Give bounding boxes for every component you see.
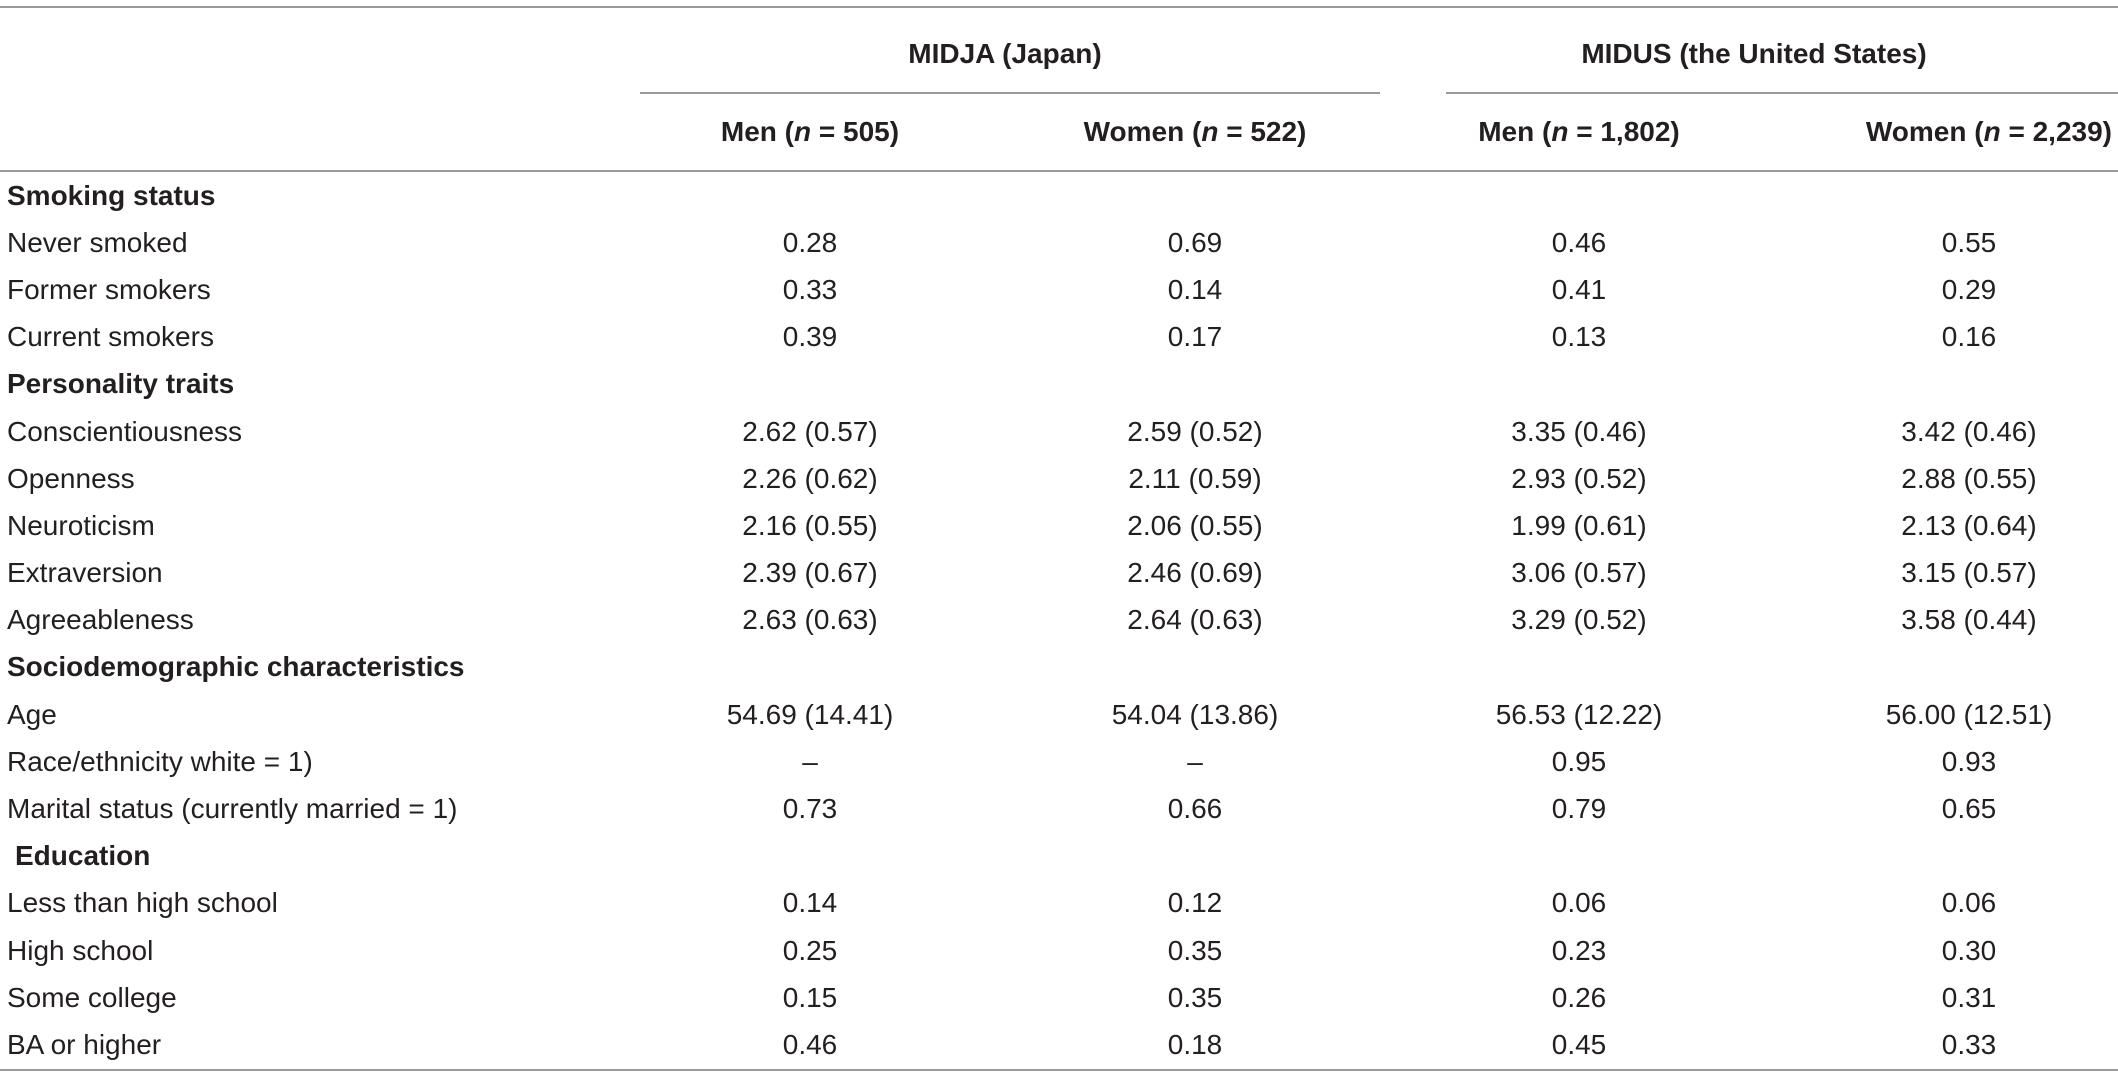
table-row [0, 880, 2118, 927]
table-row [0, 691, 2118, 738]
value-cell: 0.79 [1551, 793, 1607, 825]
value-cell: 3.58 (0.44) [1901, 604, 2037, 636]
value-cell [1768, 172, 2118, 219]
value-cell: 2.88 (0.55) [1901, 462, 2037, 494]
value-cell: 3.35 (0.46) [1511, 415, 1647, 447]
value-cell [620, 833, 1000, 880]
value-cell: 0.41 [1551, 273, 1607, 305]
table-row [0, 408, 2118, 455]
table-body [0, 172, 2118, 1070]
row-label: Openness [7, 462, 135, 494]
row-label: BA or higher [7, 1028, 162, 1060]
value-cell: 0.14 [782, 887, 838, 919]
value-cell: 2.16 (0.55) [742, 509, 878, 541]
section-label: Education [15, 840, 151, 872]
value-cell: 0.31 [1941, 981, 1997, 1013]
value-cell: 0.33 [782, 273, 838, 305]
row-label: Extraversion [7, 557, 163, 589]
table-row [0, 455, 2118, 502]
subheader-midus-men: Men (n = 1,802) [1478, 116, 1680, 147]
value-cell: 0.35 [1167, 934, 1223, 966]
row-label: Conscientiousness [7, 415, 243, 447]
value-cell: – [802, 745, 818, 777]
row-label: High school [7, 934, 154, 966]
row-label: Marital status (currently married = 1) [7, 793, 458, 825]
table-row [0, 219, 2118, 266]
section-row [0, 644, 2118, 691]
value-cell: 2.26 (0.62) [742, 462, 878, 494]
value-cell: 56.53 (12.22) [1495, 698, 1663, 730]
section-label: Sociodemographic characteristics [7, 651, 465, 683]
value-cell: 0.18 [1167, 1028, 1223, 1060]
value-cell [1768, 644, 2118, 691]
value-cell: 0.06 [1941, 887, 1997, 919]
value-cell: 0.14 [1167, 273, 1223, 305]
value-cell [1768, 361, 2118, 408]
value-cell [620, 172, 1000, 219]
section-label: Smoking status [7, 179, 216, 211]
table-row [0, 502, 2118, 549]
value-cell: 2.62 (0.57) [742, 415, 878, 447]
value-cell: 0.65 [1941, 793, 1997, 825]
row-label: Race/ethnicity white = 1) [7, 745, 313, 777]
value-cell: 0.25 [782, 934, 838, 966]
row-label: Never smoked [7, 226, 188, 258]
value-cell: 2.63 (0.63) [742, 604, 878, 636]
value-cell: 0.26 [1551, 981, 1607, 1013]
value-cell: 0.93 [1941, 745, 1997, 777]
value-cell: 0.30 [1941, 934, 1997, 966]
value-cell: 0.13 [1551, 321, 1607, 353]
value-cell: 0.28 [782, 226, 838, 258]
row-label: Former smokers [7, 273, 211, 305]
table-row [0, 974, 2118, 1021]
value-cell: 2.93 (0.52) [1511, 462, 1647, 494]
row-label: Age [7, 698, 57, 730]
row-label: Less than high school [7, 887, 278, 919]
value-cell: 2.64 (0.63) [1127, 604, 1263, 636]
value-cell: 2.11 (0.59) [1128, 462, 1262, 494]
value-cell: 0.29 [1941, 273, 1997, 305]
table-row [0, 927, 2118, 974]
table-row [0, 785, 2118, 832]
value-cell: 0.46 [782, 1028, 838, 1060]
table-row [0, 597, 2118, 644]
subheader-midus-women: Women (n = 2,239) [1865, 116, 2112, 147]
value-cell [1000, 833, 1390, 880]
subheader-midja-men: Men (n = 505) [720, 116, 900, 147]
value-cell [620, 644, 1000, 691]
value-cell: 3.42 (0.46) [1901, 415, 2037, 447]
section-label: Personality traits [7, 368, 235, 400]
value-cell: 3.15 (0.57) [1901, 557, 2037, 589]
value-cell: 56.00 (12.51) [1885, 698, 2053, 730]
value-cell: 2.06 (0.55) [1127, 509, 1263, 541]
table-row [0, 550, 2118, 597]
value-cell [1390, 361, 1768, 408]
value-cell: 0.46 [1551, 226, 1607, 258]
section-row [0, 833, 2118, 880]
subgroup-header-row [0, 94, 2118, 171]
value-cell [1000, 644, 1390, 691]
value-cell: 0.55 [1941, 226, 1997, 258]
group-header-midja: MIDJA (Japan) [908, 38, 1102, 69]
value-cell: 0.73 [782, 793, 838, 825]
value-cell: 0.23 [1551, 934, 1607, 966]
table-row [0, 266, 2118, 313]
row-label: Neuroticism [7, 509, 155, 541]
value-cell [1390, 644, 1768, 691]
value-cell [1000, 172, 1390, 219]
value-cell: 0.39 [782, 321, 838, 353]
value-cell: 0.06 [1551, 887, 1607, 919]
table-row [0, 1021, 2118, 1069]
subheader-midja-women: Women (n = 522) [1083, 116, 1307, 147]
empty-header-cell [0, 8, 620, 92]
row-label: Current smokers [7, 321, 214, 353]
section-row [0, 172, 2118, 219]
value-cell: 1.99 (0.61) [1511, 509, 1647, 541]
value-cell: 0.15 [782, 981, 838, 1013]
row-label: Agreeableness [7, 604, 194, 636]
value-cell: 2.13 (0.64) [1901, 509, 2037, 541]
group-header-row [0, 8, 2118, 92]
value-cell: 0.16 [1941, 321, 1997, 353]
value-cell [1390, 172, 1768, 219]
value-cell: 0.35 [1167, 981, 1223, 1013]
value-cell: 2.59 (0.52) [1127, 415, 1263, 447]
value-cell: – [1187, 745, 1203, 777]
value-cell: 0.33 [1941, 1028, 1997, 1060]
group-header-midus: MIDUS (the United States) [1581, 38, 1927, 69]
value-cell: 2.46 (0.69) [1127, 557, 1263, 589]
value-cell: 0.69 [1167, 226, 1223, 258]
value-cell: 0.95 [1551, 745, 1607, 777]
value-cell: 54.04 (13.86) [1111, 698, 1279, 730]
value-cell: 0.17 [1167, 321, 1223, 353]
value-cell [1390, 833, 1768, 880]
row-label: Some college [7, 981, 177, 1013]
value-cell: 3.29 (0.52) [1511, 604, 1647, 636]
section-row [0, 361, 2118, 408]
value-cell: 0.66 [1167, 793, 1223, 825]
table-row [0, 314, 2118, 361]
value-cell [1768, 833, 2118, 880]
value-cell: 2.39 (0.67) [742, 557, 878, 589]
descriptive-statistics-table [0, 6, 2118, 1071]
value-cell [1000, 361, 1390, 408]
value-cell: 54.69 (14.41) [726, 698, 894, 730]
value-cell [620, 361, 1000, 408]
bottom-rule [0, 1070, 2118, 1071]
value-cell: 0.12 [1167, 887, 1223, 919]
value-cell: 3.06 (0.57) [1511, 557, 1647, 589]
table-row [0, 738, 2118, 785]
value-cell: 0.45 [1551, 1028, 1607, 1060]
empty-subheader-cell [0, 94, 620, 171]
